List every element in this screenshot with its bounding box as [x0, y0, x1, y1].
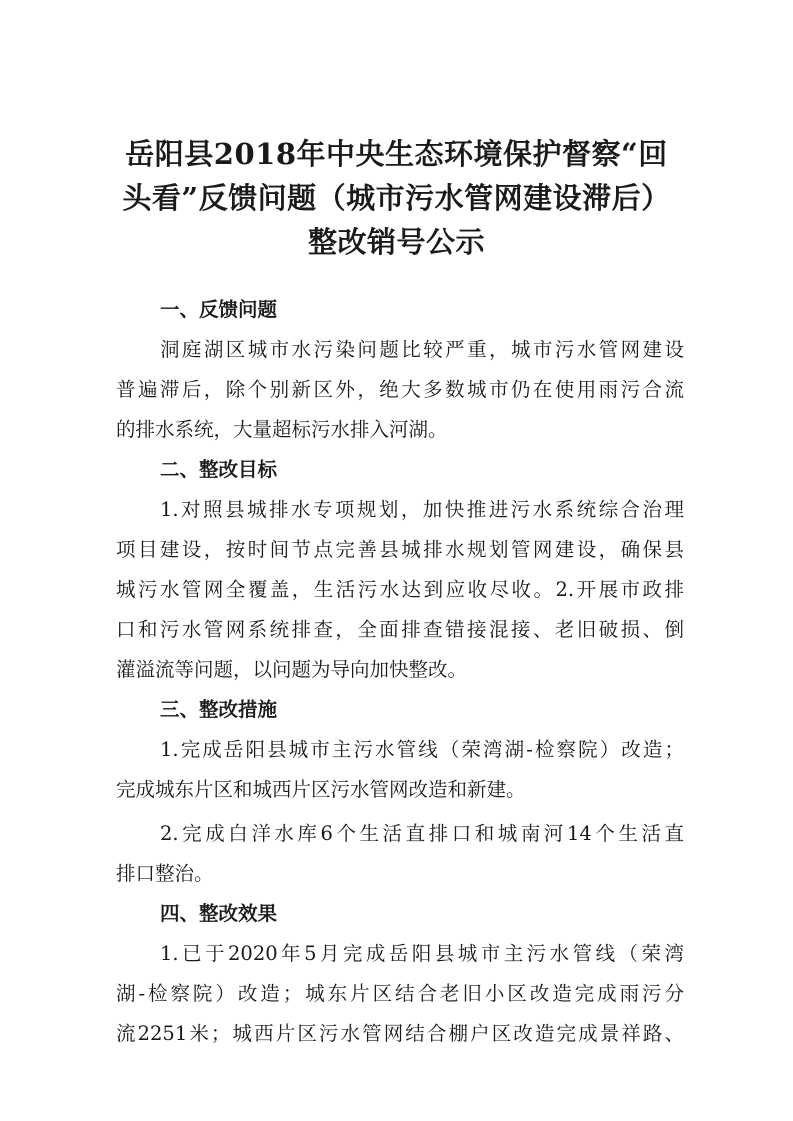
paragraph-line: 灌溢流等问题，以问题为导向加快整改。 [116, 658, 468, 681]
paragraph-line: 1.对照县城排水专项规划，加快推进污水系统综合治理 [160, 498, 684, 521]
section-heading-goals: 二、整改目标 [160, 458, 278, 481]
paragraph-line: 洞庭湖区城市水污染问题比较严重，城市污水管网建设 [160, 338, 684, 361]
section-heading-feedback: 一、反馈问题 [160, 298, 278, 321]
document-body [116, 292, 684, 1052]
paragraph-line: 2.完成白洋水库6个生活直排口和城南河14个生活直 [160, 822, 684, 845]
paragraph-line: 湖-检察院）改造；城东片区结合老旧小区改造完成雨污分 [116, 982, 684, 1005]
paragraph-line: 流2251米；城西片区污水管网结合棚户区改造完成景祥路、 [116, 1022, 684, 1045]
paragraph-line: 口和污水管网系统排查，全面排查错接混接、老旧破损、倒 [116, 618, 684, 641]
title-line-3: 整改销号公示 [307, 225, 485, 259]
paragraph-line: 完成城东片区和城西片区污水管网改造和新建。 [116, 778, 526, 801]
paragraph-line: 的排水系统，大量超标污水排入河湖。 [116, 418, 448, 441]
paragraph-line: 1.已于2020年5月完成岳阳县城市主污水管线（荣湾 [160, 942, 684, 965]
paragraph-line: 普遍滞后，除个别新区外，绝大多数城市仍在使用雨污合流 [116, 378, 684, 401]
title-line-1: 岳阳县2018年中央生态环境保护督察“回 [125, 137, 668, 171]
paragraph-line: 1.完成岳阳县城市主污水管线（荣湾湖-检察院）改造； [160, 738, 684, 761]
title-line-2: 头看”反馈问题（城市污水管网建设滞后） [122, 181, 671, 215]
section-heading-effects: 四、整改效果 [160, 902, 278, 925]
paragraph-line: 排口整治。 [116, 862, 214, 885]
section-heading-measures: 三、整改措施 [160, 698, 278, 721]
paragraph-line: 城污水管网全覆盖，生活污水达到应收尽收。2.开展市政排 [116, 578, 684, 601]
document-title [100, 132, 693, 264]
paragraph-line: 项目建设，按时间节点完善县城排水规划管网建设，确保县 [116, 538, 684, 561]
